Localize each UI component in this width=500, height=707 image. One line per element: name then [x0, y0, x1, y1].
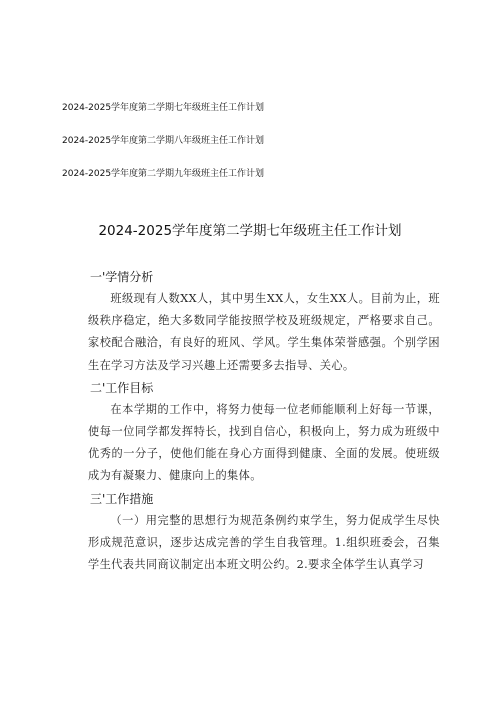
toc-item-grade-7[interactable]: 2024-2025学年度第二学期七年级班主任工作计划 [62, 103, 265, 113]
table-of-contents [62, 102, 462, 201]
document-body [88, 266, 440, 576]
toc-item-grade-8[interactable]: 2024-2025学年度第二学期八年级班主任工作计划 [62, 136, 265, 146]
section-heading-goals: 二'工作目标 [90, 380, 154, 395]
document-title: 2024-2025学年度第二学期七年级班主任工作计划 [98, 223, 402, 239]
section-paragraph-goals: 在本学期的工作中，将努力使每一位老师能顺利上好每一节课，使每一位同学都发挥特长，找到自信心，积极向上，努力成为班级中优秀的一分子，使他们能在身心方面得到健康、全面的发展。使班级成为有凝聚力、健康向上的集体。 [88, 402, 440, 483]
toc-item-grade-9[interactable]: 2024-2025学年度第二学期九年级班主任工作计划 [62, 169, 265, 179]
section-paragraph-situation: 班级现有人数XX人，其中男生XX人，女生XX人。目前为止，班级秩序稳定，绝大多数同学能按照学校及班级规定，严格要求自己。家校配合融洽，有良好的班风、学风。学生集体荣誉感强。个别学困生在学习方法及学习兴趣上还需要多去指导、关心。 [88, 292, 440, 372]
section-heading-measures: 三'工作措施 [90, 491, 154, 506]
section-heading-situation: 一'学情分析 [90, 270, 154, 284]
section-paragraph-measures: （一）用完整的思想行为规范条例约束学生，努力促成学生尽快形成规范意识，逐步达成完善的学生自我管理。1.组织班委会，召集学生代表共同商议制定出本班文明公约。2.要求全体学生认真学习 [88, 513, 440, 572]
